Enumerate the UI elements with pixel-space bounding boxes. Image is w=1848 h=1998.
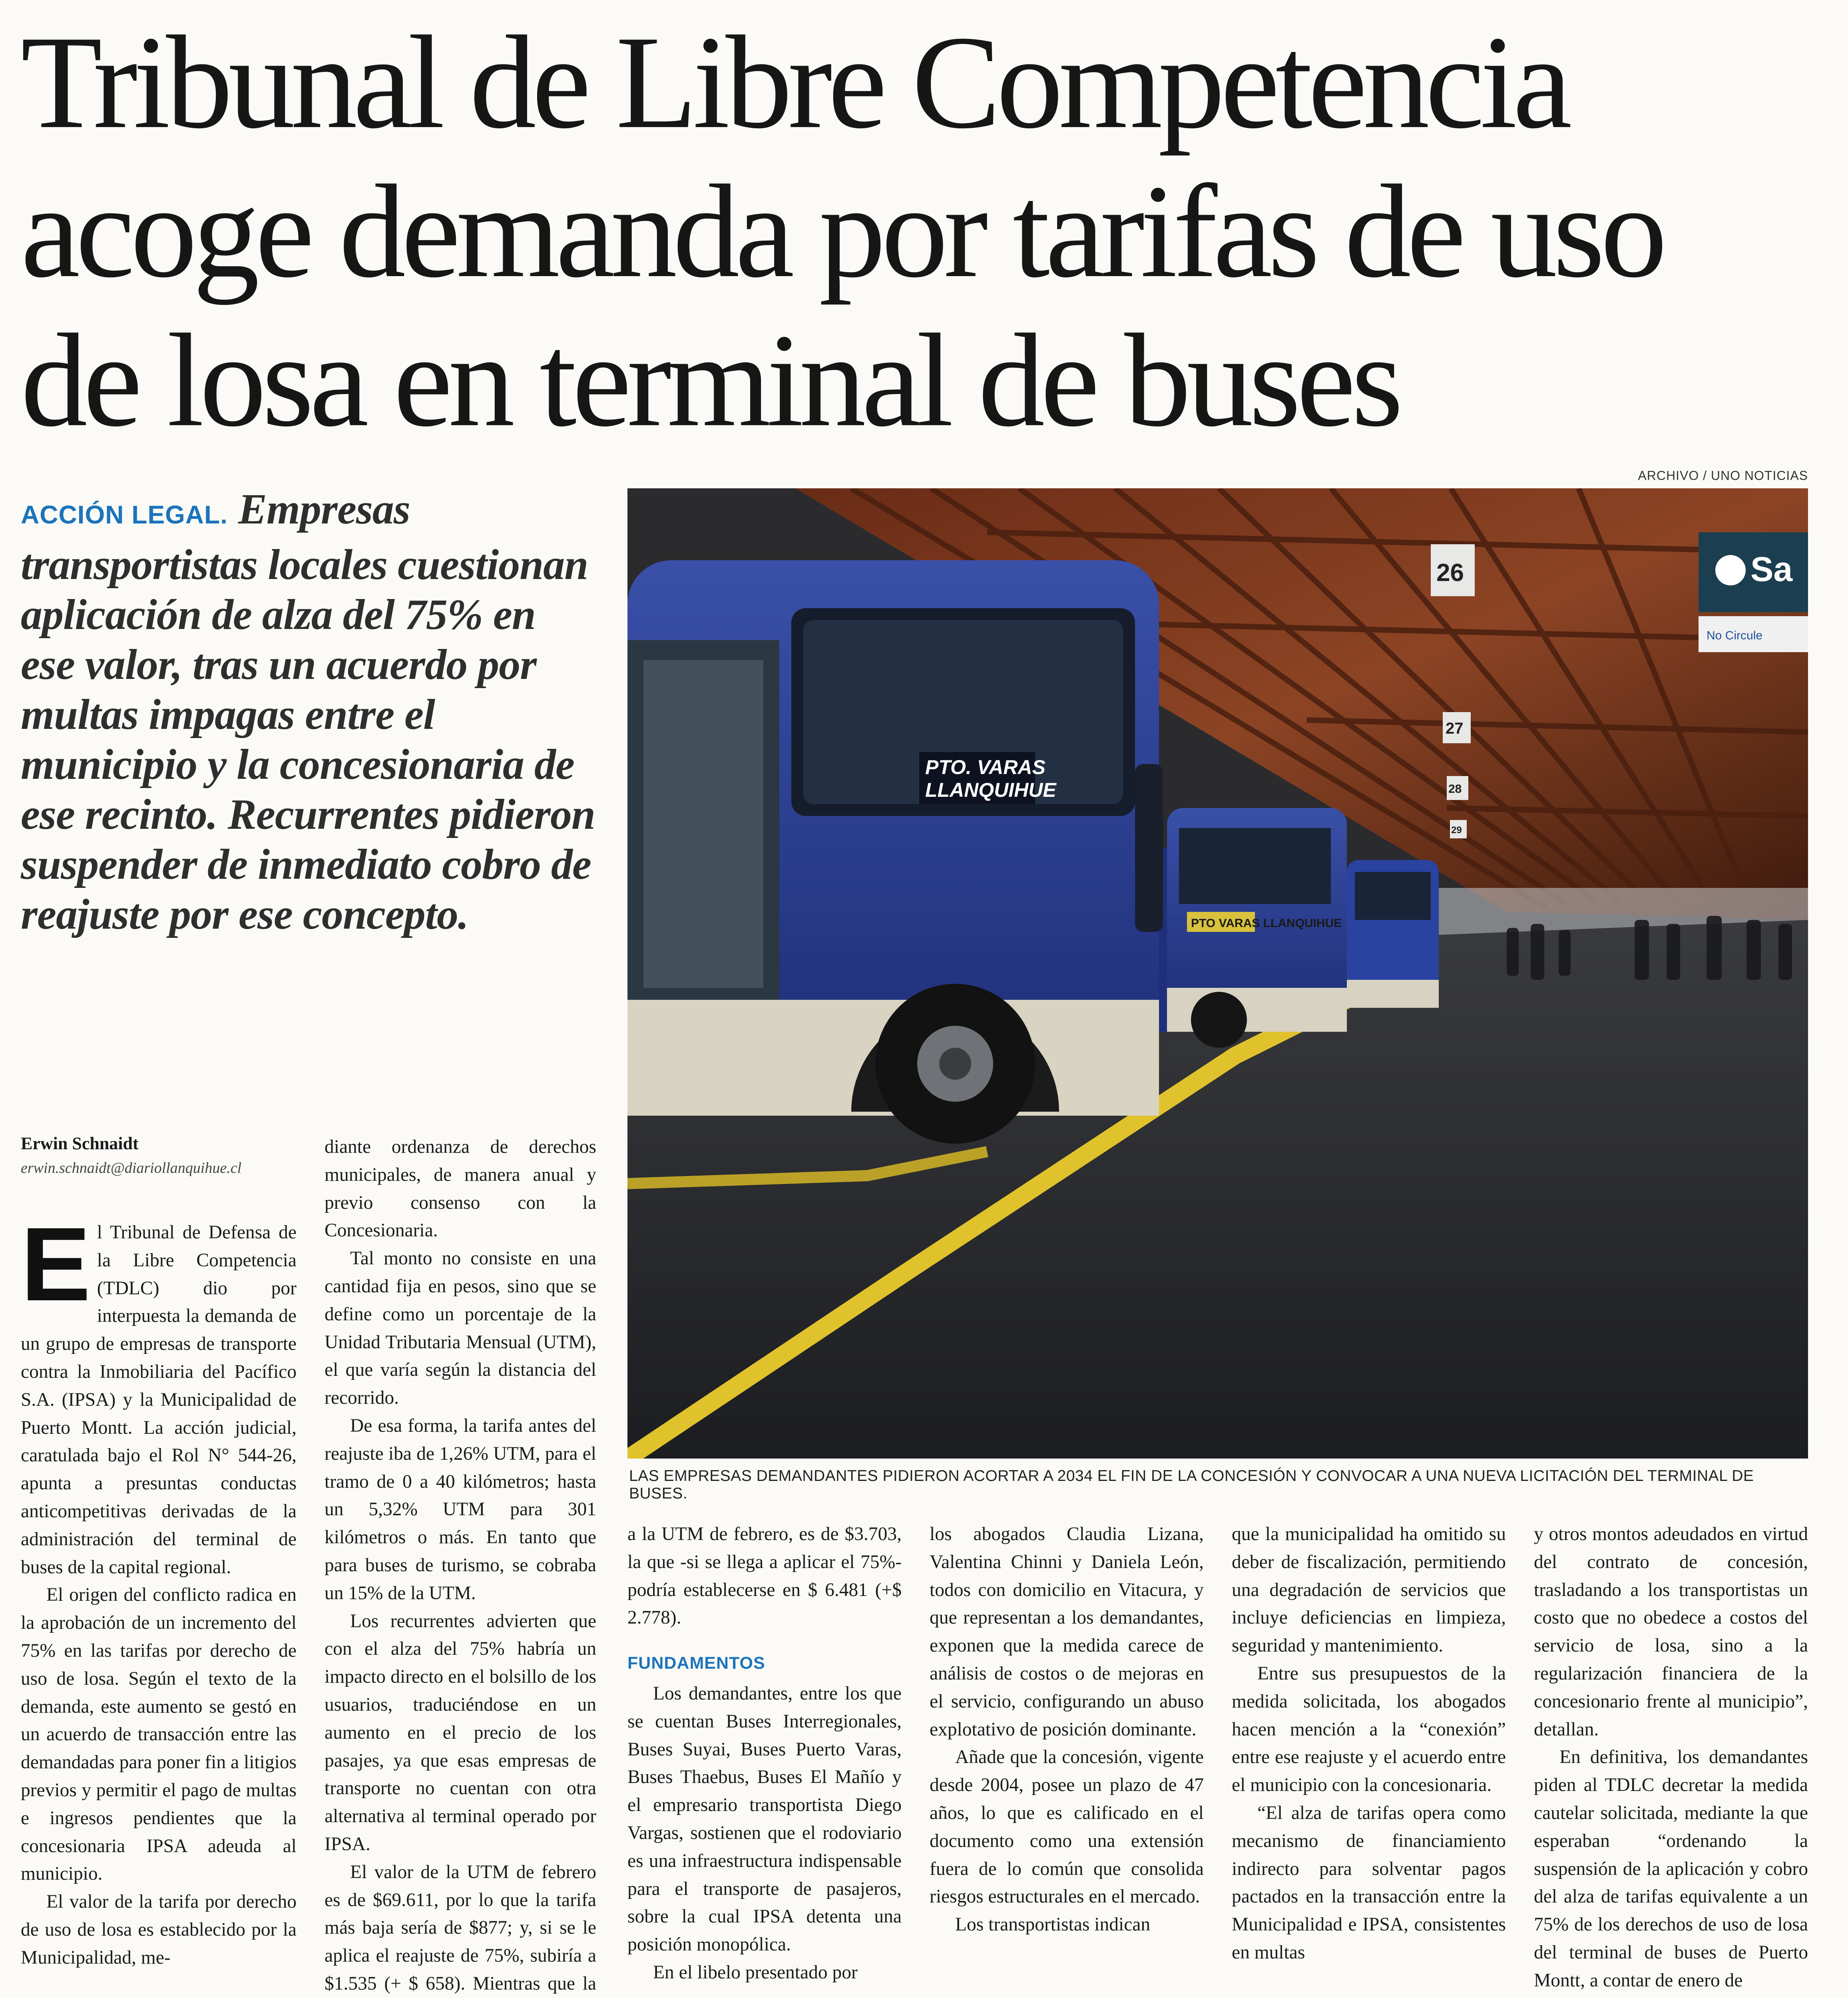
mirror (1135, 764, 1163, 932)
lead-text: Empresas transportistas locales cuestionan aplicación de alza del 75% en ese valor, tras un acuerdo por multas impagas entre el municipio y la concesionaria de ese recinto. Recurrentes pidieron suspender de inmediato cobro de reajuste por ese concepto. (21, 486, 595, 938)
paragraph: Los recurrentes advierten que con el alza del 75% habría un impacto directo en el bolsillo de los usuarios, traduciéndose en un aumento en el precio de los pasajes, ya que esas empresas de transporte no cuentan con otra alternativa al terminal operado por IPSA. (325, 1610, 596, 1855)
lead-paragraph (21, 484, 596, 939)
headline-line-2: acoge demanda por tarifas de uso (21, 157, 1663, 305)
news-photo (627, 488, 1808, 1459)
photo-credit: ARCHIVO / UNO NOTICIAS (1638, 468, 1808, 483)
headline-line-1: Tribunal de Libre Competencia (21, 8, 1568, 156)
column-2 (325, 1133, 596, 1998)
svg-text:29: 29 (1451, 825, 1462, 836)
platform-27-sign (1443, 712, 1471, 743)
bus-sign-line-1: PTO. VARAS (925, 756, 1045, 778)
column-1 (21, 1206, 297, 1972)
photo-caption: LAS EMPRESAS DEMANDANTES PIDIERON ACORTAR A 2034 EL FIN DE LA CONCESIÓN Y CONVOCAR A UNA NUEVA LICITACIÓN DEL TERMINAL DE BUSES. (629, 1467, 1754, 1502)
paragraph: En definitiva, los demandantes piden al TDLC decretar la medida cautelar solicitada, mediante la que esperaban “ordenando la suspensión de la aplicación y cobro del alza de tarifas equivalente a un 75% de los derechos de uso de losa del terminal de buses de Puerto Montt, a contar de enero de (1534, 1747, 1808, 1991)
paragraph: De esa forma, la tarifa antes del reajuste iba de 1,26% UTM, para el tramo de 0 a 40 kilómetros; hasta un 5,32% UTM para 301 kilómetros o más. En tanto que para buses de turismo, se cobraba un 15% de la UTM. (325, 1415, 596, 1604)
paragraph: los abogados Claudia Lizana, Valentina Chinni y Daniela León, todos con domicilio en Vitacura, y que representan a los demandantes, exponen que la medida carece de análisis de costos o de mejoras en el servicio, configurando un abuso explotativo de posición dominante. (930, 1524, 1204, 1740)
paragraph: Los transportistas indican (955, 1914, 1151, 1935)
paragraph: Añade que la concesión, vigente desde 2004, posee un plazo de 47 años, lo que es calificado en el documento como una extensión fuera de lo común que consolida riesgos estructurales en el mercado. (930, 1747, 1204, 1907)
column-4 (930, 1520, 1204, 1939)
bus-2-sign: PTO VARAS LLANQUIHUE (1191, 917, 1342, 930)
paragraph: “El alza de tarifas opera como mecanismo de financiamiento indirecto para solventar pagos pactados en la transacción entre la Municipalidad e IPSA, consistentes en multas (1232, 1802, 1506, 1963)
svg-text:No Circule: No Circule (1707, 629, 1763, 642)
paragraph: diante ordenanza de derechos municipales, de manera anual y previo consenso con la Concesionaria. (325, 1136, 596, 1241)
paragraph: a la UTM de febrero, es de $3.703, la que -si se llega a aplicar el 75%- podría establecerse en $ 6.481 (+$ 2.778). (627, 1524, 902, 1628)
headline (21, 8, 1827, 455)
bus-sign-line-2: LLANQUIHUE (925, 779, 1056, 801)
column-5 (1232, 1520, 1506, 1967)
author-email: erwin.schnaidt@diariollanquihue.cl (21, 1160, 242, 1176)
paragraph: Los demandantes, entre los que se cuentan Buses Interregionales, Buses Suyai, Buses Puerto Varas, Buses Thaebus, Buses El Mañío y el empresario transportista Diego Vargas, sostienen que el rodoviario es una infraestructura indispensable para el transporte de pasajeros, sobre la cual IPSA detenta una posición monopólica. (627, 1683, 902, 1955)
lead-kicker: ACCIÓN LEGAL. (21, 500, 228, 529)
column-3 (627, 1520, 902, 1987)
bus-terminal-illustration (627, 488, 1808, 1459)
paragraph: El valor de la tarifa por derecho de uso de losa es establecido por la Municipalidad, me- (21, 1891, 297, 1968)
svg-text:27: 27 (1446, 720, 1464, 737)
svg-text:28: 28 (1448, 782, 1462, 796)
svg-text:Sa: Sa (1750, 550, 1793, 589)
byline (21, 1133, 317, 1177)
platform-28-sign (1447, 776, 1468, 800)
exit-sign (1699, 532, 1808, 652)
paragraph: En el libelo presentado por (653, 1962, 858, 1983)
column-6 (1534, 1520, 1808, 1995)
paragraph: Entre sus presupuestos de la medida solicitada, los abogados hacen mención a la “conexión” entre ese reajuste y el acuerdo entre el municipio con la concesionaria. (1232, 1663, 1506, 1796)
paragraph: y otros montos adeudados en virtud del contrato de concesión, trasladando a los transportistas un costo que no obedece a costos del servicio de losa, sino a la regularización financiera de la concesionario frente al municipio”, detallan. (1534, 1524, 1808, 1740)
paragraph: El origen del conflicto radica en la aprobación de un incremento del 75% en las tarifas por derecho de uso de losa. Según el texto de la demanda, este aumento se gestó en un acuerdo de transacción entre las demandadas para poner fin a litigios previos y permitir el pago de multas e ingresos pendientes que la concesionaria IPSA adeuda al municipio. (21, 1584, 297, 1885)
paragraph: El Tribunal de Defensa de la Libre Competencia (TDLC) dio por interpuesta la demanda de un grupo de empresas de transporte contra la Inmobiliaria del Pacífico S.A. (IPSA) y la Municipalidad de Puerto Montt. La acción judicial, caratulada bajo el Rol N° 544-26, apunta a presuntas conductas anticompetitivas derivadas de la administración del terminal de buses de la capital regional. (21, 1206, 297, 1578)
platform-26-sign (1431, 544, 1475, 596)
paragraph: que la municipalidad ha omitido su deber de fiscalización, permitiendo una degradación de servicios que incluye deficiencias en limpieza, seguridad y mantenimiento. (1232, 1524, 1506, 1656)
headline-line-3: de losa en terminal de buses (21, 306, 1399, 454)
subhead: FUNDAMENTOS (627, 1654, 765, 1673)
paragraph: Tal monto no consiste en una cantidad fija en pesos, sino que se define como un porcentaje de la Unidad Tributaria Mensual (UTM), el que varía según la distancia del recorrido. (325, 1248, 596, 1409)
svg-text:26: 26 (1436, 559, 1464, 587)
author-name: Erwin Schnaidt (21, 1134, 139, 1153)
platform-29-sign (1450, 820, 1467, 838)
drop-cap: E (21, 1206, 91, 1323)
paragraph: El valor de la UTM de febrero es de $69.611, por lo que la tarifa más baja sería de $877; y, si se le aplica el reajuste de 75%, subiría a $1.535 (+ $ 658). Mientras que la (325, 1861, 596, 1994)
